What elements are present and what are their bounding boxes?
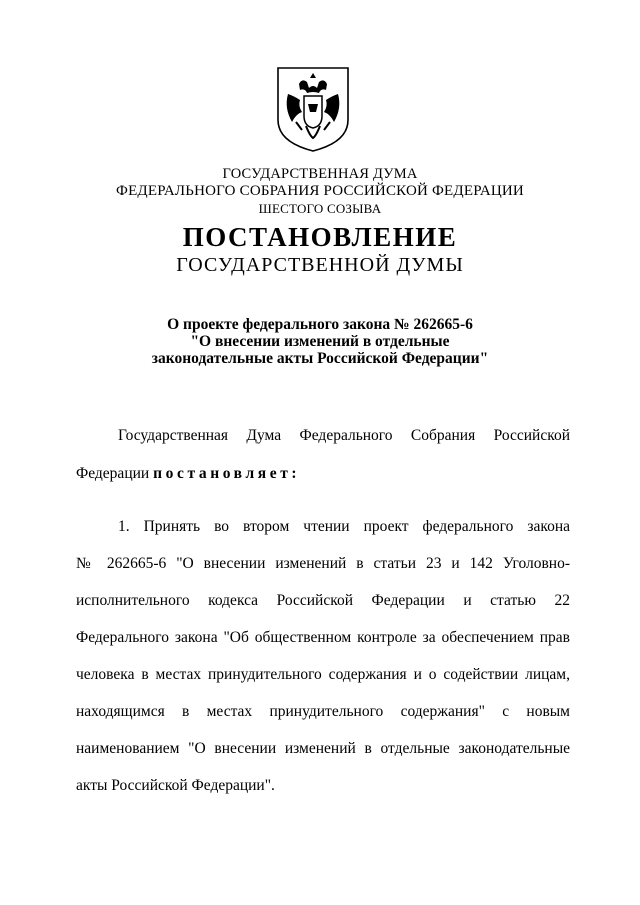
about-line-2: "О внесении изменений в отдельные — [190, 333, 450, 350]
item1-line-3: исполнительного кодекса Российской Федерации и статью 22 — [76, 592, 570, 609]
document-title: ПОСТАНОВЛЕНИЕ — [182, 222, 458, 252]
preamble-line-1: Государственная Дума Федерального Собрания Российской — [118, 427, 570, 444]
about-line-3: законодательные акты Российской Федерации" — [151, 350, 489, 367]
state-emblem-icon — [274, 64, 352, 154]
item1-line-8: акты Российской Федерации". — [76, 777, 275, 794]
item1-line-5: человека в местах принудительного содержания и о содействии лицам, — [76, 666, 570, 683]
item1-line-6: находящимся в местах принудительного содержания" с новым — [76, 703, 570, 720]
preamble-line-2 — [76, 464, 570, 484]
header-convocation: ШЕСТОГО СОЗЫВА — [258, 201, 382, 216]
header-federal-assembly: ФЕДЕРАЛЬНОГО СОБРАНИЯ РОССИЙСКОЙ ФЕДЕРАЦИИ — [116, 183, 524, 199]
about-line-1: О проекте федерального закона № 262665-6 — [167, 316, 473, 333]
item1-line-4: Федерального закона "Об общественном контроле за обеспечением прав — [76, 629, 570, 646]
item1-line-1: 1. Принять во втором чтении проект федерального закона — [118, 518, 570, 535]
document-subtitle: ГОСУДАРСТВЕННОЙ ДУМЫ — [176, 254, 464, 276]
resolves-word: постановляет: — [153, 465, 301, 482]
preamble-text: Федерации — [76, 465, 154, 482]
header-duma: ГОСУДАРСТВЕННАЯ ДУМА — [222, 166, 418, 182]
item1-line-2: № 262665-6 "О внесении изменений в статьи 23 и 142 Уголовно- — [76, 555, 570, 572]
item1-line-7: наименованием "О внесении изменений в отдельные законодательные — [76, 740, 570, 757]
